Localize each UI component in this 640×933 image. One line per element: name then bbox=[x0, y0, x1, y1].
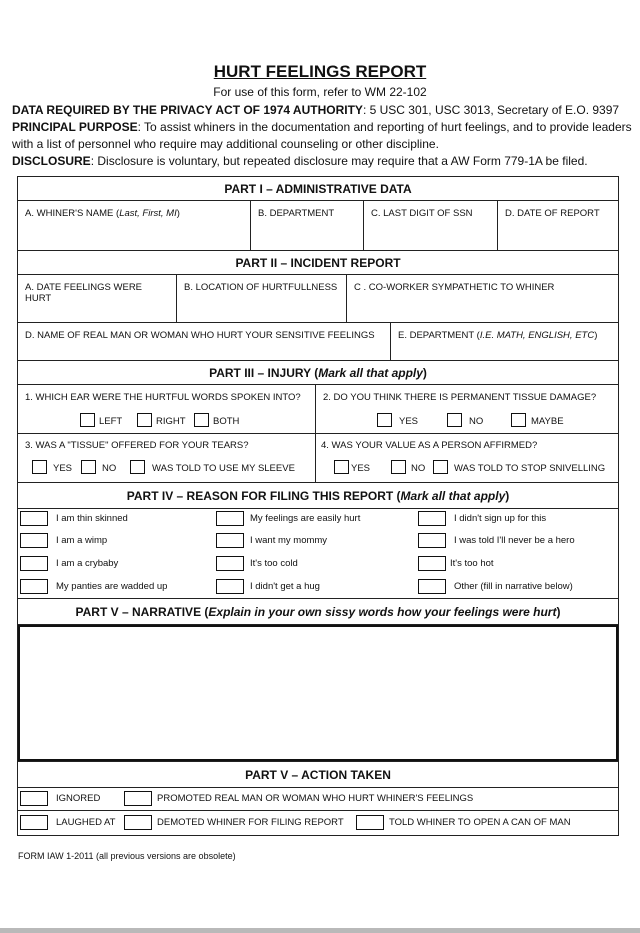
sympathetic-coworker-field[interactable]: C . CO-WORKER SYMPATHETIC TO WHINER bbox=[354, 282, 555, 293]
reason-panties-checkbox[interactable] bbox=[20, 579, 48, 594]
privacy-act-line: DATA REQUIRED BY THE PRIVACY ACT OF 1974 AUTHORITY: 5 USC 301, USC 3013, Secretary of E.O. 9397 bbox=[12, 103, 620, 117]
reason-mommy-checkbox[interactable] bbox=[216, 533, 244, 548]
q1-both-checkbox[interactable] bbox=[194, 413, 209, 427]
reason-easily-hurt-label: My feelings are easily hurt bbox=[250, 513, 361, 524]
part3-row2 bbox=[18, 434, 618, 483]
reason-thin-skinned-label: I am thin skinned bbox=[56, 513, 128, 524]
report-form bbox=[17, 176, 619, 836]
reason-thin-skinned-checkbox[interactable] bbox=[20, 511, 48, 526]
q3-sleeve-checkbox[interactable] bbox=[130, 460, 145, 474]
part4-header: PART IV – REASON FOR FILING THIS REPORT (Mark all that apply) bbox=[18, 483, 618, 509]
narrative-area bbox=[18, 625, 618, 762]
q4-cell bbox=[316, 434, 618, 482]
reason-too-cold-label: It's too cold bbox=[250, 558, 298, 569]
reason-too-hot-checkbox[interactable] bbox=[418, 556, 446, 571]
reason-didnt-sign-up-label: I didn't sign up for this bbox=[454, 513, 547, 524]
part3-header: PART III – INJURY (Mark all that apply) bbox=[18, 361, 618, 385]
action-can-of-man-checkbox[interactable] bbox=[356, 815, 384, 830]
q1-text: 1. WHICH EAR WERE THE HURTFUL WORDS SPOKEN INTO? bbox=[25, 392, 301, 403]
reason-no-hug-checkbox[interactable] bbox=[216, 579, 244, 594]
part1-header: PART I – ADMINISTRATIVE DATA bbox=[18, 177, 618, 201]
q4-text: 4. WAS YOUR VALUE AS A PERSON AFFIRMED? bbox=[321, 440, 538, 451]
q3-yes-checkbox[interactable] bbox=[32, 460, 47, 474]
action-can-of-man-label: TOLD WHINER TO OPEN A CAN OF MAN bbox=[389, 817, 571, 828]
date-of-report-field[interactable]: D. DATE OF REPORT bbox=[505, 208, 600, 219]
q2-no-checkbox[interactable] bbox=[447, 413, 462, 427]
action-ignored-label: IGNORED bbox=[56, 793, 101, 804]
date-feelings-hurt-field[interactable]: A. DATE FEELINGS WERE HURT bbox=[18, 275, 177, 322]
q1-both-label: BOTH bbox=[213, 416, 240, 427]
q1-right-checkbox[interactable] bbox=[137, 413, 152, 427]
reason-no-hug-label: I didn't get a hug bbox=[250, 581, 320, 592]
part2-fields-row1 bbox=[18, 275, 618, 323]
action-laughed-checkbox[interactable] bbox=[20, 815, 48, 830]
q3-cell bbox=[18, 434, 316, 482]
q2-yes-label: YES bbox=[399, 416, 419, 427]
q4-yes-label: YES bbox=[351, 463, 371, 474]
part3-row1 bbox=[18, 385, 618, 434]
action-promoted-label: PROMOTED REAL MAN OR WOMAN WHO HURT WHINER'S FEELINGS bbox=[157, 793, 474, 804]
q3-no-checkbox[interactable] bbox=[81, 460, 96, 474]
whiner-name-field[interactable]: A. WHINER'S NAME (Last, First, MI) bbox=[18, 201, 251, 250]
reason-too-hot-label: It's too hot bbox=[450, 558, 494, 569]
q3-text: 3. WAS A "TISSUE" OFFERED FOR YOUR TEARS? bbox=[25, 440, 249, 451]
reason-panties-label: My panties are wadded up bbox=[56, 581, 168, 592]
action-row2 bbox=[18, 811, 618, 835]
q4-snivelling-label: WAS TOLD TO STOP SNIVELLING bbox=[454, 463, 606, 474]
reason-crybaby-checkbox[interactable] bbox=[20, 556, 48, 571]
q4-yes-checkbox[interactable] bbox=[334, 460, 349, 474]
q2-yes-checkbox[interactable] bbox=[377, 413, 392, 427]
reason-mommy-label: I want my mommy bbox=[250, 535, 328, 546]
q1-left-label: LEFT bbox=[99, 416, 123, 427]
q1-cell bbox=[18, 385, 316, 433]
department-field[interactable]: B. DEPARTMENT bbox=[251, 201, 364, 250]
q2-no-label: NO bbox=[469, 416, 484, 427]
part4-reasons bbox=[18, 509, 618, 599]
q2-maybe-label: MAYBE bbox=[531, 416, 564, 427]
q2-text: 2. DO YOU THINK THERE IS PERMANENT TISSUE DAMAGE? bbox=[323, 392, 597, 403]
reason-easily-hurt-checkbox[interactable] bbox=[216, 511, 244, 526]
part5-header: PART V – NARRATIVE (Explain in your own sissy words how your feelings were hurt) bbox=[18, 599, 618, 625]
q3-no-label: NO bbox=[102, 463, 117, 474]
form-footer: FORM IAW 1-2011 (all previous versions are obsolete) bbox=[18, 851, 236, 861]
person-who-hurt-field[interactable]: D. NAME OF REAL MAN OR WOMAN WHO HURT YOUR SENSITIVE FEELINGS bbox=[18, 323, 391, 360]
q3-sleeve-label: WAS TOLD TO USE MY SLEEVE bbox=[152, 463, 295, 474]
location-hurtfulness-field[interactable]: B. LOCATION OF HURTFULLNESS bbox=[177, 275, 347, 322]
action-ignored-checkbox[interactable] bbox=[20, 791, 48, 806]
q4-no-label: NO bbox=[411, 463, 426, 474]
reason-other-label: Other (fill in narrative below) bbox=[454, 581, 573, 592]
q4-snivelling-checkbox[interactable] bbox=[433, 460, 448, 474]
form-title: HURT FEELINGS REPORT bbox=[213, 62, 427, 81]
reason-crybaby-label: I am a crybaby bbox=[56, 558, 119, 569]
action-demoted-checkbox[interactable] bbox=[124, 815, 152, 830]
part1-fields bbox=[18, 201, 618, 251]
page-bottom-edge bbox=[0, 928, 640, 933]
q4-no-checkbox[interactable] bbox=[391, 460, 406, 474]
q1-right-label: RIGHT bbox=[156, 416, 186, 427]
q1-left-checkbox[interactable] bbox=[80, 413, 95, 427]
reason-never-hero-checkbox[interactable] bbox=[418, 533, 446, 548]
narrative-textbox[interactable] bbox=[18, 625, 618, 761]
part2-header: PART II – INCIDENT REPORT bbox=[18, 251, 618, 275]
principal-purpose-line: PRINCIPAL PURPOSE: To assist whiners in the documentation and reporting of hurt feelings, and to provide leaders with a list of personnel who require may additional counseling or other discipline. bbox=[12, 120, 632, 151]
action-laughed-label: LAUGHED AT bbox=[56, 817, 116, 828]
ssn-last-digit-field[interactable]: C. LAST DIGIT OF SSN bbox=[364, 201, 498, 250]
reason-other-checkbox[interactable] bbox=[418, 579, 446, 594]
reason-wimp-checkbox[interactable] bbox=[20, 533, 48, 548]
part2-fields-row2 bbox=[18, 323, 618, 361]
action-row1 bbox=[18, 788, 618, 811]
part6-header: PART V – ACTION TAKEN bbox=[18, 762, 618, 788]
offender-department-field[interactable]: E. DEPARTMENT (I.E. MATH, ENGLISH, ETC) bbox=[398, 330, 598, 341]
disclosure-line: DISCLOSURE: Disclosure is voluntary, but repeated disclosure may require that a AW Form 779-1A be filed. bbox=[12, 154, 588, 168]
reason-never-hero-label: I was told I'll never be a hero bbox=[454, 535, 575, 546]
reason-wimp-label: I am a wimp bbox=[56, 535, 108, 546]
action-promoted-checkbox[interactable] bbox=[124, 791, 152, 806]
reason-too-cold-checkbox[interactable] bbox=[216, 556, 244, 571]
q2-maybe-checkbox[interactable] bbox=[511, 413, 526, 427]
q2-cell bbox=[316, 385, 618, 433]
reason-didnt-sign-up-checkbox[interactable] bbox=[418, 511, 446, 526]
action-demoted-label: DEMOTED WHINER FOR FILING REPORT bbox=[157, 817, 344, 828]
q3-yes-label: YES bbox=[53, 463, 73, 474]
form-subtitle: For use of this form, refer to WM 22-102 bbox=[213, 85, 427, 99]
